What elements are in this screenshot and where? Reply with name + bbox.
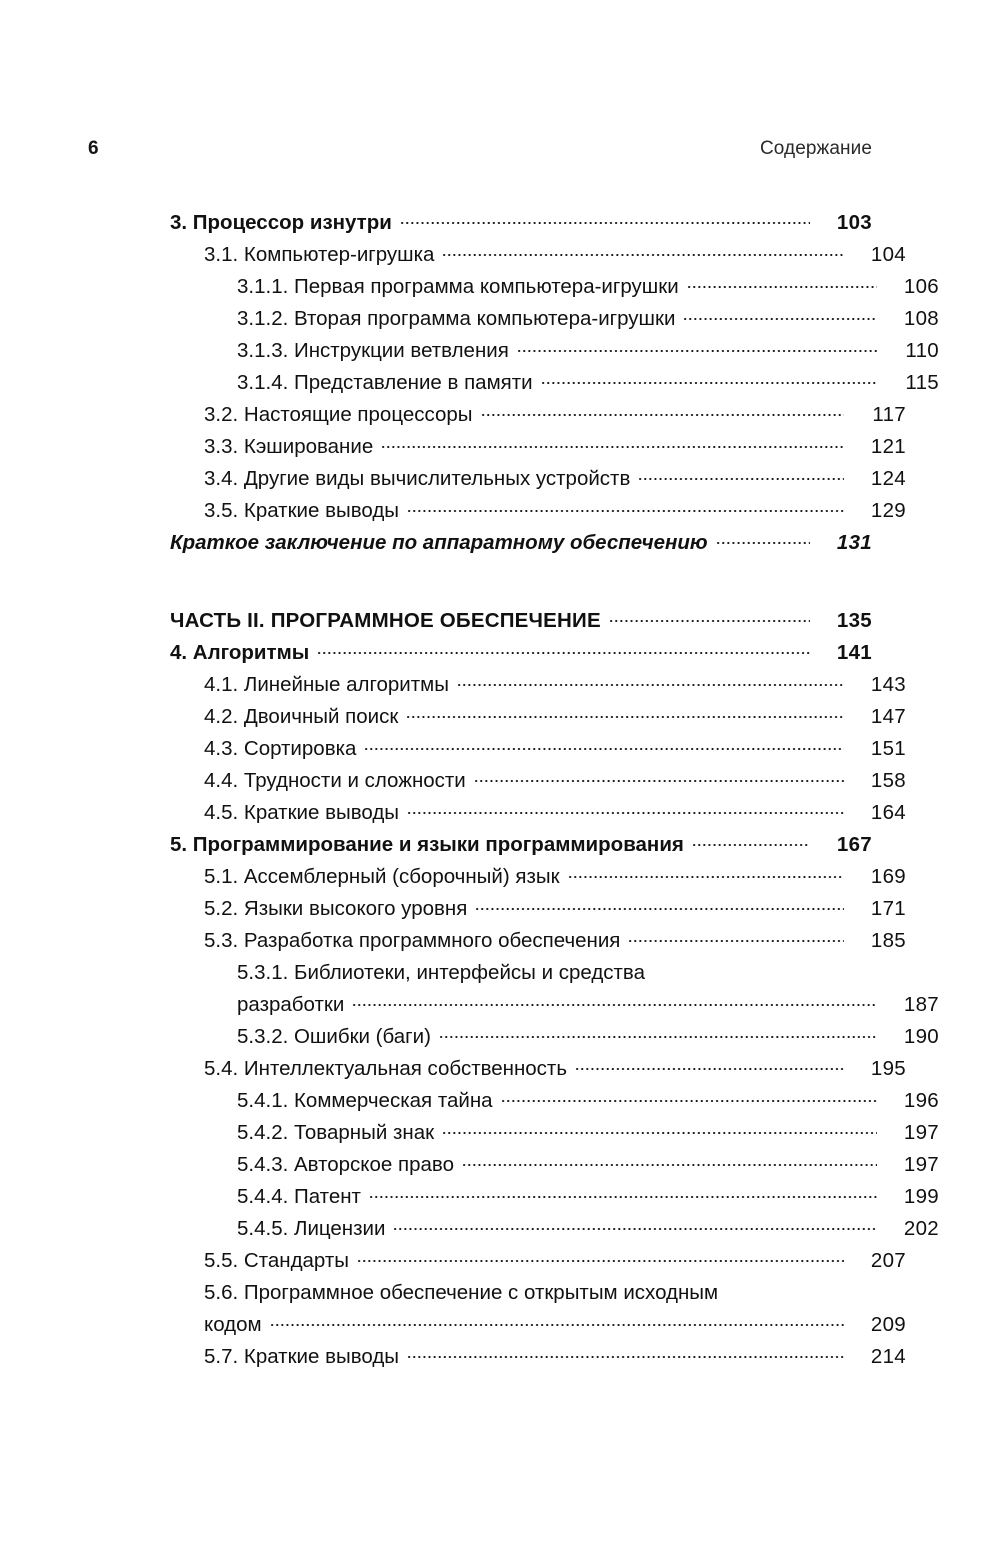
toc-entry[interactable] — [170, 734, 906, 766]
toc-dot-leader — [407, 702, 844, 723]
toc-dot-leader — [688, 272, 877, 293]
toc-dot-leader — [382, 432, 844, 453]
toc-entry-label: 5.4.4. Патент — [237, 1184, 361, 1208]
toc-entry-label: 4.1. Линейные алгоритмы — [204, 672, 449, 696]
toc-entry-page-number: 202 — [903, 1216, 939, 1240]
toc-entry-page-number: 185 — [870, 928, 906, 952]
toc-entry[interactable] — [170, 464, 906, 496]
toc-entry[interactable] — [170, 1342, 906, 1374]
toc-entry-label: 5.3. Разработка программного обеспечения — [204, 928, 621, 952]
toc-entry-page-number: 195 — [870, 1056, 906, 1080]
table-of-contents — [170, 208, 939, 1374]
toc-entry-label: 5.4.3. Авторское право — [237, 1152, 454, 1176]
toc-entry-label: разработки — [237, 992, 345, 1016]
toc-entry-page-number: 110 — [905, 338, 939, 362]
toc-entry-label: 5.4.5. Лицензии — [237, 1216, 386, 1240]
toc-entry-label: 4.5. Краткие выводы — [204, 800, 400, 824]
toc-dot-leader — [443, 240, 844, 261]
toc-entry-page-number: 147 — [870, 704, 906, 728]
toc-dot-leader — [576, 1054, 844, 1075]
toc-entry-label: 3.4. Другие виды вычислительных устройств — [204, 466, 631, 490]
toc-entry[interactable] — [170, 894, 906, 926]
toc-entry-label: 3.1.3. Инструкции ветвления — [237, 338, 509, 362]
toc-entry[interactable] — [170, 990, 939, 1022]
toc-entry[interactable] — [170, 766, 906, 798]
toc-entry-label: 4.4. Трудности и сложности — [204, 768, 466, 792]
toc-dot-leader — [542, 368, 877, 389]
toc-entry-label: 4.3. Сортировка — [204, 736, 357, 760]
toc-entry-page-number: 209 — [870, 1312, 906, 1336]
toc-entry-page-number: 117 — [872, 402, 906, 426]
toc-entry[interactable] — [170, 304, 939, 336]
toc-entry[interactable] — [170, 606, 872, 638]
toc-entry-label: 5.6. Программное обеспечение с открытым исходным — [204, 1280, 719, 1304]
toc-dot-leader — [693, 830, 810, 851]
toc-dot-leader — [358, 1246, 844, 1267]
toc-dot-leader — [443, 1118, 877, 1139]
toc-entry[interactable] — [170, 670, 906, 702]
toc-entry[interactable] — [170, 1150, 939, 1182]
toc-entry[interactable] — [170, 702, 906, 734]
toc-entry-label: ЧАСТЬ II. ПРОГРАММНОЕ ОБЕСПЕЧЕНИЕ — [170, 608, 601, 632]
toc-entry-page-number: 141 — [836, 640, 872, 664]
toc-entry-label: 3.5. Краткие выводы — [204, 498, 400, 522]
toc-entry-page-number: 214 — [870, 1344, 906, 1368]
page-folio: 6 — [88, 138, 99, 159]
toc-entry[interactable] — [170, 1246, 906, 1278]
toc-entry-page-number: 196 — [903, 1088, 939, 1112]
toc-entry-label: 5.4.1. Коммерческая тайна — [237, 1088, 493, 1112]
toc-entry[interactable] — [170, 240, 906, 272]
toc-entry[interactable] — [170, 1182, 939, 1214]
toc-dot-leader — [475, 766, 844, 787]
toc-dot-leader — [610, 606, 810, 627]
toc-entry[interactable] — [170, 958, 939, 990]
toc-entry-label: 4. Алгоритмы — [170, 640, 310, 664]
toc-entry-page-number: 106 — [903, 274, 939, 298]
toc-dot-leader — [401, 208, 810, 229]
toc-entry[interactable] — [170, 272, 939, 304]
toc-entry[interactable] — [170, 1086, 939, 1118]
toc-entry-page-number: 207 — [870, 1248, 906, 1272]
toc-entry-label: 5.4.2. Товарный знак — [237, 1120, 435, 1144]
toc-entry-label: кодом — [204, 1312, 262, 1336]
toc-entry-page-number: 158 — [870, 768, 906, 792]
toc-entry-label: Краткое заключение по аппаратному обеспечению — [170, 530, 708, 554]
toc-entry[interactable] — [170, 496, 906, 528]
toc-entry-page-number: 103 — [836, 210, 872, 234]
toc-entry-page-number: 143 — [870, 672, 906, 696]
toc-dot-leader — [476, 894, 844, 915]
toc-entry-label: 3.1.1. Первая программа компьютера-игрушки — [237, 274, 679, 298]
toc-entry-page-number: 108 — [903, 306, 939, 330]
toc-entry-page-number: 197 — [903, 1152, 939, 1176]
toc-entry-label: 5.1. Ассемблерный (сборочный) язык — [204, 864, 560, 888]
toc-dot-leader — [365, 734, 844, 755]
toc-entry-page-number: 190 — [903, 1024, 939, 1048]
toc-entry-label: 3.3. Кэширование — [204, 434, 374, 458]
toc-dot-leader — [440, 1022, 877, 1043]
toc-entry-page-number: 115 — [905, 370, 939, 394]
toc-entry[interactable] — [170, 368, 939, 400]
toc-entry-page-number: 164 — [870, 800, 906, 824]
toc-entry[interactable] — [170, 1118, 939, 1150]
toc-dot-leader — [629, 926, 844, 947]
toc-dot-leader — [684, 304, 877, 325]
toc-dot-leader — [463, 1150, 877, 1171]
toc-entry[interactable] — [170, 1310, 906, 1342]
toc-entry[interactable] — [170, 638, 872, 670]
toc-entry[interactable] — [170, 1214, 939, 1246]
toc-dot-leader — [318, 638, 810, 659]
toc-dot-leader — [502, 1086, 877, 1107]
toc-entry-page-number: 197 — [903, 1120, 939, 1144]
toc-dot-leader — [727, 1278, 844, 1299]
toc-entry[interactable] — [170, 336, 939, 368]
toc-entry-label: 5. Программирование и языки программирования — [170, 832, 684, 856]
toc-dot-leader — [518, 336, 877, 357]
running-head-title: Содержание — [759, 138, 872, 159]
toc-entry-page-number: 171 — [870, 896, 906, 920]
toc-entry-label: 5.4. Интеллектуальная собственность — [204, 1056, 568, 1080]
toc-entry-page-number: 135 — [836, 608, 872, 632]
toc-entry-label: 5.5. Стандарты — [204, 1248, 350, 1272]
toc-entry[interactable] — [170, 400, 906, 432]
toc-dot-leader — [458, 670, 844, 691]
toc-dot-leader — [408, 798, 844, 819]
toc-entry-page-number: 129 — [870, 498, 906, 522]
toc-entry[interactable] — [170, 528, 872, 560]
toc-entry-page-number: 199 — [903, 1184, 939, 1208]
toc-dot-leader — [370, 1182, 877, 1203]
toc-entry-label: 3.1.4. Представление в памяти — [237, 370, 533, 394]
toc-dot-leader — [482, 400, 844, 421]
toc-dot-leader — [408, 1342, 844, 1363]
toc-entry[interactable] — [170, 208, 872, 240]
toc-entry-label: 3.2. Настоящие процессоры — [204, 402, 473, 426]
toc-dot-leader — [271, 1310, 844, 1331]
toc-dot-leader — [353, 990, 877, 1011]
toc-entry[interactable] — [170, 1022, 939, 1054]
toc-entry-label: 5.3.1. Библиотеки, интерфейсы и средства — [237, 960, 645, 984]
toc-entry-page-number: 187 — [903, 992, 939, 1016]
toc-entry-page-number: 104 — [870, 242, 906, 266]
toc-entry[interactable] — [170, 862, 906, 894]
toc-entry[interactable] — [170, 1278, 906, 1310]
toc-dot-leader — [639, 464, 844, 485]
toc-entry[interactable] — [170, 830, 872, 862]
toc-entry-label: 3.1.2. Вторая программа компьютера-игрушки — [237, 306, 676, 330]
toc-dot-leader — [654, 958, 877, 979]
toc-dot-leader — [717, 528, 810, 549]
toc-entry-label: 3.1. Компьютер-игрушка — [204, 242, 435, 266]
toc-entry-page-number: 131 — [836, 530, 872, 554]
toc-dot-leader — [408, 496, 844, 517]
toc-entry-page-number: 121 — [870, 434, 906, 458]
toc-entry-label: 3. Процессор изнутри — [170, 210, 392, 234]
toc-entry-page-number: 167 — [836, 832, 872, 856]
running-head — [88, 138, 872, 168]
toc-entry-label: 5.7. Краткие выводы — [204, 1344, 400, 1368]
toc-dot-leader — [394, 1214, 877, 1235]
toc-entry-page-number: 124 — [870, 466, 906, 490]
toc-dot-leader — [569, 862, 844, 883]
toc-entry[interactable] — [170, 432, 906, 464]
toc-entry-page-number: 151 — [870, 736, 906, 760]
toc-entry-label: 5.2. Языки высокого уровня — [204, 896, 468, 920]
toc-entry-page-number: 169 — [870, 864, 906, 888]
toc-entry[interactable] — [170, 1054, 906, 1086]
toc-entry-label: 5.3.2. Ошибки (баги) — [237, 1024, 431, 1048]
toc-entry-label: 4.2. Двоичный поиск — [204, 704, 399, 728]
toc-entry[interactable] — [170, 798, 906, 830]
toc-entry[interactable] — [170, 926, 906, 958]
